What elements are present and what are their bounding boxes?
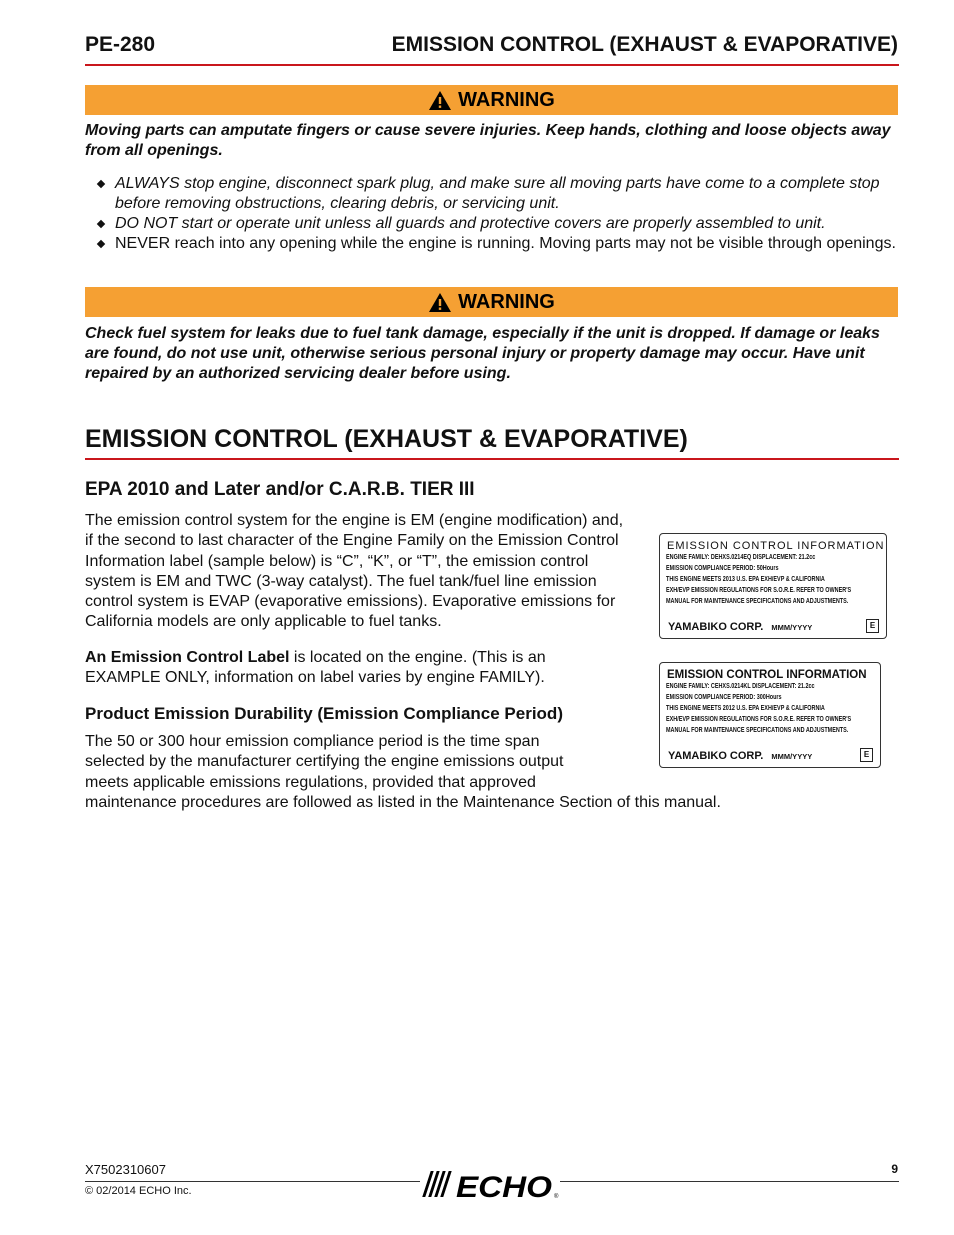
warning-text-2: Check fuel system for leaks due to fuel tank damage, especially if the unit is dropped. If damage or leaks are found, do not use unit, otherwise serious personal injury or property damage may occur. Have unit repaired by an authorized servicing dealer before using.: [85, 325, 880, 382]
label-line: ENGINE FAMILY: DEHXS.0214EQ DISPLACEMENT: 21.2cc: [666, 554, 816, 561]
header-divider: [85, 64, 899, 66]
label-line: EXH/EVP EMISSION REGULATIONS FOR S.O.R.E. REFER TO OWNER'S: [666, 587, 852, 594]
part-number: X7502310607: [85, 1162, 166, 1177]
label-line: ENGINE FAMILY: CEHXS.0214KL DISPLACEMENT: 21.2cc: [666, 683, 815, 690]
bullet-diamond-icon: [97, 220, 105, 228]
bold-term: An Emission Control Label: [85, 649, 290, 666]
page-number: 9: [891, 1162, 898, 1176]
label-line: EMISSION COMPLIANCE PERIOD: 50Hours: [666, 565, 779, 572]
list-item: ALWAYS stop engine, disconnect spark plug, and make sure all moving parts have come to a complete stop before removing obstructions, clearing debris, or servicing unit.: [85, 174, 900, 214]
subsection-title: EPA 2010 and Later and/or C.A.R.B. TIER III: [85, 479, 475, 500]
bullet-diamond-icon: [97, 180, 105, 188]
emission-label-sample-2: [659, 662, 881, 768]
list-item: DO NOT start or operate unit unless all guards and protective covers are properly assembled to unit.: [85, 214, 900, 234]
label-e-icon: E: [860, 748, 873, 762]
label-brand: YAMABIKO CORP. MMM/YYYY: [668, 750, 813, 762]
echo-logo: [420, 1167, 562, 1201]
warning-text-1: Moving parts can amputate fingers or cause severe injuries. Keep hands, clothing and loose objects away from all openings.: [85, 122, 891, 159]
paragraph-emission-label: An Emission Control Label is located on the engine. (This is an EXAMPLE ONLY, information on label varies by engine FAMILY).: [85, 649, 546, 687]
durability-heading: Product Emission Durability (Emission Compliance Period): [85, 704, 563, 723]
label-e-icon: E: [866, 619, 879, 633]
footer-rule-left: [85, 1181, 420, 1182]
label-title: EMISSION CONTROL INFORMATION: [667, 540, 885, 552]
section-title: EMISSION CONTROL (EXHAUST & EVAPORATIVE): [85, 425, 688, 453]
bullet-diamond-icon: [97, 240, 105, 248]
list-item: NEVER reach into any opening while the engine is running. Moving parts may not be visible through openings.: [85, 234, 900, 254]
svg-text:ECHO: ECHO: [456, 1171, 552, 1201]
footer-rule-right: [560, 1181, 899, 1182]
label-brand: YAMABIKO CORP. MMM/YYYY: [668, 621, 813, 633]
warning-triangle-icon: [428, 292, 452, 313]
emission-label-sample-1: [659, 533, 887, 639]
label-line: MANUAL FOR MAINTENANCE SPECIFICATIONS AND ADJUSTMENTS.: [666, 727, 849, 734]
label-title: EMISSION CONTROL INFORMATION: [667, 669, 867, 681]
warning-triangle-icon: [428, 90, 452, 111]
label-line: EXH/EVP EMISSION REGULATIONS FOR S.O.R.E. REFER TO OWNER'S: [666, 716, 852, 723]
warning-banner-2: [85, 287, 898, 317]
label-line: EMISSION COMPLIANCE PERIOD: 300Hours: [666, 694, 782, 701]
label-line: MANUAL FOR MAINTENANCE SPECIFICATIONS AND ADJUSTMENTS.: [666, 598, 849, 605]
copyright: © 02/2014 ECHO Inc.: [85, 1185, 192, 1197]
warning-bullet-list: [85, 174, 900, 254]
header-section-title: EMISSION CONTROL (EXHAUST & EVAPORATIVE): [391, 33, 898, 56]
paragraph-durability: The 50 or 300 hour emission compliance period is the time span selected by the manufacturer certifying the engine emissions output meets applicable emissions regulations, provided that approved maintenance procedures are followed as listed in the Maintenance Section of this manual.: [85, 733, 721, 811]
warning-banner-1: [85, 85, 898, 115]
section-divider: [85, 458, 899, 460]
label-line: THIS ENGINE MEETS 2012 U.S. EPA EXH/EVP & CALIFORNIA: [666, 705, 825, 712]
warning-label: WARNING: [458, 88, 555, 111]
svg-text:®: ®: [554, 1194, 559, 1200]
label-line: THIS ENGINE MEETS 2013 U.S. EPA EXH/EVP & CALIFORNIA: [666, 576, 825, 583]
paragraph-emission-system: The emission control system for the engine is EM (engine modification) and, if the second to last character of the Engine Family on the Emission Control Information label (sample below) is “C”, “K”, or “T”, the emission control system is EM and TWC (3-way catalyst). The fuel tank/fuel line emission control system is EVAP (evaporative emissions). Evaporative emissions for California models are only applicable to fuel tanks.: [85, 512, 624, 631]
model-name: PE-280: [85, 33, 156, 56]
warning-label: WARNING: [458, 290, 555, 313]
